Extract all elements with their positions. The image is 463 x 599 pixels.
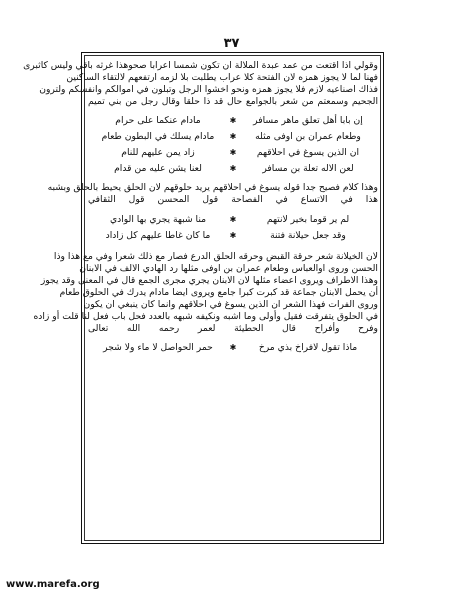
verse-hemistich-first: ان الذين يسوغ في احلاقهم	[256, 147, 360, 158]
prose-line: وهذا الاطراف ويروى اعضاء مثلها لان الابنان يجري مجرى الجمع قال في المعنى وقد يجوز	[40, 275, 378, 286]
prose-line: وهذا كلام فصيح جدا قوله يسوغ في احلاقهم يريد حلوقهم لان الحلق يحيط بالحلق وبشبه	[47, 182, 378, 193]
prose-line: الحسن وروى اوالعباس وطعام عمران بن اوفى مثلها رد الهادي الالف في الابنان	[79, 263, 378, 274]
verse-row	[90, 340, 376, 356]
page-number: ٣٧	[223, 36, 240, 51]
asterisk-separator-icon: ✱	[229, 116, 237, 125]
verse-hemistich-second: حمر الحواصل لا ماء ولا شجر	[103, 342, 213, 353]
asterisk-separator-icon: ✱	[229, 132, 237, 141]
verse-row	[90, 228, 376, 244]
verse-hemistich-second: مادام عنكما على حرام	[115, 115, 201, 126]
verse-row	[90, 145, 376, 161]
site-watermark: www.marefa.org	[6, 579, 100, 590]
prose-line: في الحلوق يتفرقت فقيل وأولى وما اشبه ونكيفه شبهه بالعدد فحل باب فعل لنا قلت أو زاده	[33, 311, 378, 322]
verse-hemistich-first: وطعام عمران بن اوفى مثله	[255, 131, 361, 142]
prose-line: فذاك اصناعيه لازم فلا يجوز همزه ونحو اخشوا الرجل وتبلون في اموالكم وانفسكم ولترون	[39, 84, 378, 95]
verse-row	[90, 129, 376, 145]
prose-line: وروى الفرات فهذا الشعر ان الذين يسوغ في احلاقهم وانما كان ينبغي ان يكون	[83, 299, 378, 310]
verse-hemistich-second: مادام يسلك في البطون طعام	[101, 131, 215, 142]
verse-hemistich-second: ما كان غاطا عليهم كل زاداد	[105, 230, 211, 241]
verse-hemistich-second: لعنا يشن عليه من قدام	[114, 163, 202, 174]
verse-row	[90, 113, 376, 129]
asterisk-separator-icon: ✱	[229, 231, 237, 240]
prose-line: أن يحمل الابنان جماعة قد كبرت كبرا جامع ويروى ايضا مادام يدرك في الحلوق طعام	[59, 287, 378, 298]
prose-line: هذا في الاتساع في الفصاحة قول المحسن قول الثقافي	[88, 194, 378, 205]
asterisk-separator-icon: ✱	[229, 148, 237, 157]
prose-block-3	[33, 251, 378, 335]
verse-hemistich-first: لعن الاله تعلة بن مسافر	[262, 163, 354, 174]
asterisk-separator-icon: ✱	[229, 215, 237, 224]
verse-hemistich-first: لم ير قوما بخير لانتهم	[266, 214, 350, 225]
prose-line: الجحيم وسمعتم من شعر بالجوامع حال قد ذا حلقا وقال رجل من بني تميم	[88, 96, 378, 107]
prose-line: وقولي اذا اقتعت من عمد عبدة الملالة ان تكون شمسا اعرابا صحوهذا غرثه باقي وليس كاثبرى	[23, 60, 378, 71]
verse-hemistich-second: منا شبهة يجري بها الوادي	[109, 214, 207, 225]
prose-block-1	[23, 60, 378, 108]
verse-hemistich-first: إن بابا أهل تعلق ماهر مسافر	[253, 115, 363, 126]
verse-block-1	[90, 113, 376, 177]
prose-line: فهنا لما لا يجوز همزه لان الفتحة كلا عراب يطلبت بلا لزمه ارتفعهم لالتقاء الساكنين	[66, 72, 378, 83]
prose-line: وفرح وأفراح قال الحطيئة لعمر رحمه الله تعالى	[88, 323, 378, 334]
verse-row	[90, 212, 376, 228]
verse-hemistich-first: وقد جعل حيلانة فتنة	[270, 230, 346, 241]
verse-hemistich-first: ماذا تقول لافراخ بذي مرخ	[258, 342, 358, 353]
verse-hemistich-second: زاد يمن عليهم للنام	[121, 147, 195, 158]
asterisk-separator-icon: ✱	[229, 343, 237, 352]
asterisk-separator-icon: ✱	[229, 164, 237, 173]
verse-block-3	[90, 340, 376, 356]
verse-row	[90, 161, 376, 177]
verse-block-2	[90, 212, 376, 244]
prose-block-2	[47, 182, 378, 206]
prose-line: لان الخيلانة شعر حرقة القبض وحرقه الحلق الدرع فصار مع ذلك شعرا وفي مع هذا وذا	[53, 251, 378, 262]
